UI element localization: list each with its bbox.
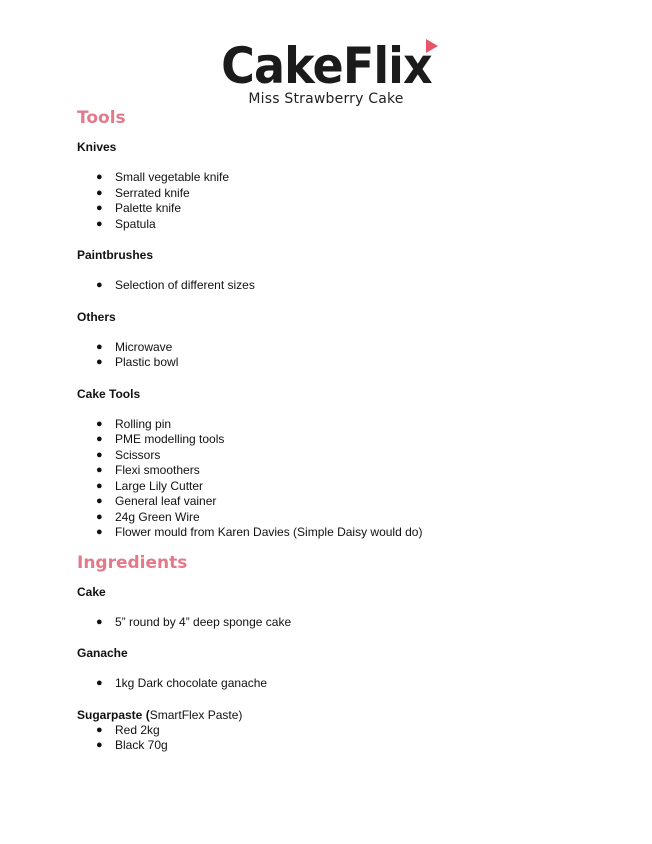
group-title-cake: Cake: [77, 584, 106, 599]
list-item: ● Scissors: [96, 447, 161, 462]
bullet-icon: ●: [96, 677, 103, 689]
list-item: ● Rolling pin: [96, 416, 172, 431]
list-item: ● 24g Green Wire: [96, 509, 200, 524]
bullet-icon: ●: [96, 464, 103, 476]
list-paintbrushes: [77, 278, 597, 294]
bullet-icon: ●: [96, 526, 103, 538]
section-title-ingredients: Ingredients: [77, 552, 188, 573]
list-item: ● Spatula: [96, 216, 156, 231]
bullet-icon: ●: [96, 433, 103, 445]
list-others: [77, 340, 597, 371]
list-item: ● Red 2kg: [96, 722, 160, 737]
bullet-icon: ●: [96, 186, 103, 199]
list-item: ● General leaf vainer: [96, 494, 217, 508]
list-item: ● Large Lily Cutter: [96, 478, 204, 493]
bullet-icon: ●: [96, 202, 103, 214]
bullet-icon: ●: [96, 417, 103, 430]
list-cake-tools: [77, 417, 597, 541]
bullet-icon: ●: [96, 739, 103, 751]
bullet-icon: ●: [96, 495, 103, 507]
list-item: ● 1kg Dark chocolate ganache: [96, 676, 268, 690]
list-item: ● Small vegetable knife: [96, 170, 230, 184]
logo: [212, 38, 441, 94]
list-item: ● Flower mould from Karen Davies (Simple Daisy would do): [96, 525, 423, 539]
play-icon: [426, 39, 438, 53]
bullet-icon: ●: [96, 171, 103, 183]
recipe-title: Miss Strawberry Cake: [248, 91, 404, 107]
group-title-knives: Knives: [77, 140, 117, 154]
list-item: ● Plastic bowl: [96, 355, 179, 369]
list-sugarpaste: [77, 723, 597, 754]
list-item: ● Selection of different sizes: [96, 278, 255, 292]
bullet-icon: ●: [96, 356, 103, 368]
list-item: ● Flexi smoothers: [96, 463, 200, 477]
bullet-icon: ●: [96, 448, 103, 461]
bullet-icon: ●: [96, 510, 103, 523]
bullet-icon: ●: [96, 723, 103, 736]
list-ganache: [77, 676, 597, 692]
bullet-icon: ●: [96, 340, 103, 353]
section-title-tools: Tools: [77, 108, 126, 128]
bullet-icon: ●: [96, 279, 103, 291]
bullet-icon: ●: [96, 217, 103, 230]
group-title-sugarpaste: Sugarpaste (SmartFlex Paste): [77, 707, 243, 722]
bullet-icon: ●: [96, 479, 103, 492]
bullet-icon: ●: [96, 615, 103, 628]
group-title-others: Others: [77, 309, 116, 324]
group-title-ganache: Ganache: [77, 646, 128, 660]
list-item: ● Black 70g: [96, 738, 168, 752]
list-item: ● Serrated knife: [96, 185, 190, 200]
list-item: ● 5” round by 4” deep sponge cake: [96, 614, 292, 629]
list-item: ● Palette knife: [96, 201, 182, 215]
logo-text: CakeFlix: [220, 37, 432, 95]
list-item: ● Microwave: [96, 339, 173, 354]
group-title-cake-tools: Cake Tools: [77, 386, 141, 401]
list-cake: [77, 615, 597, 631]
group-title-paintbrushes: Paintbrushes: [77, 248, 154, 262]
list-item: ● PME modelling tools: [96, 432, 225, 446]
document-body: [77, 106, 597, 754]
header: [0, 38, 652, 107]
list-knives: [77, 170, 597, 232]
